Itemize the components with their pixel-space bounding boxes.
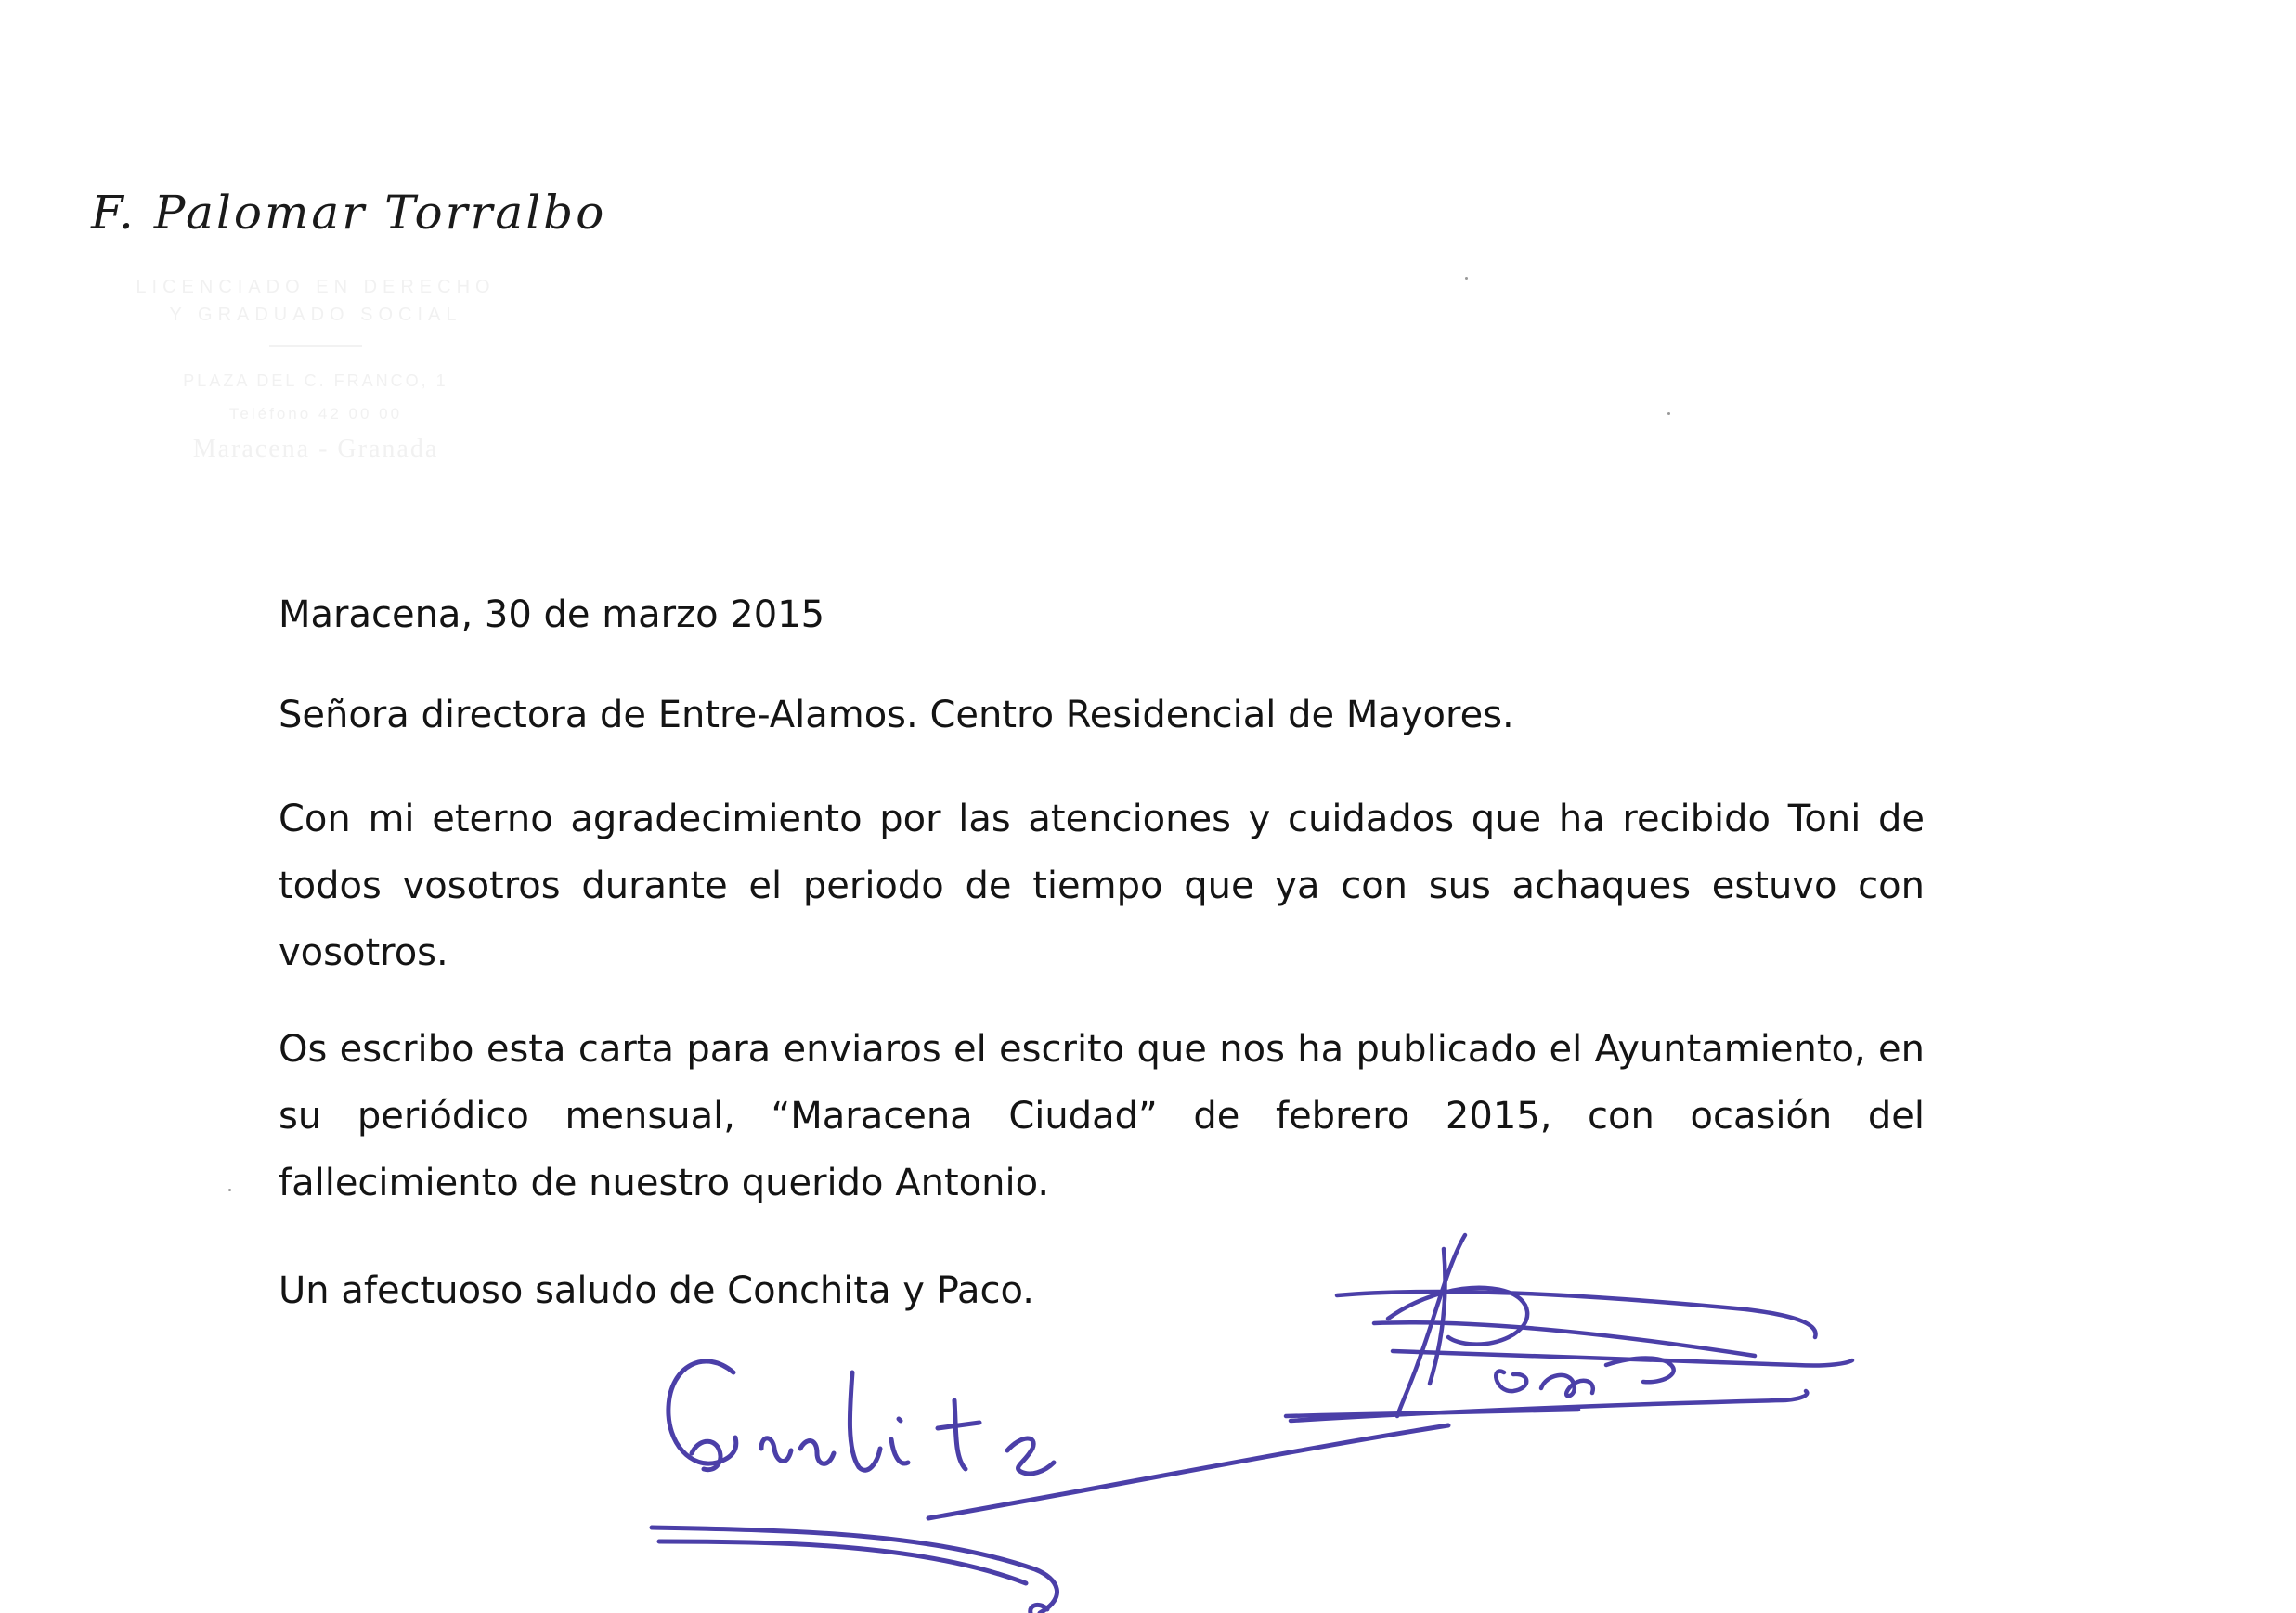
paper-speck (1667, 412, 1670, 415)
letterhead-line-profession: LICENCIADO EN DERECHO (136, 277, 496, 297)
letterhead-name: F. Palomar Torralbo (91, 186, 607, 240)
letter-date: Maracena, 30 de marzo 2015 (279, 593, 825, 636)
paper-speck (1465, 277, 1468, 280)
paper-speck (228, 1189, 231, 1191)
letter-paragraph-1: Con mi eterno agradecimiento por las atenciones y cuidados que ha recibido Toni de todos vosotros durante el periodo de tiempo que ya con sus achaques estuvo con vosotros. (279, 798, 1925, 974)
letterhead-line-phone: Teléfono 42 00 00 (228, 405, 403, 423)
letterhead-line-city: Maracena - Granada (192, 435, 439, 463)
letter-salutation: Señora directora de Entre-Alamos. Centro Residencial de Mayores. (279, 694, 1514, 736)
letter-paragraph-2: Os escribo esta carta para enviaros el escrito que nos ha publicado el Ayuntamiento, en su periódico mensual, “Maracena Ciudad” de febrero 2015, con ocasión del fallecimiento de nuestro querido Antonio. (279, 1028, 1925, 1204)
letterhead-line-address: PLAZA DEL C. FRANCO, 1 (183, 371, 448, 390)
letter-closing: Un afectuoso saludo de Conchita y Paco. (279, 1269, 1035, 1312)
letterhead-line-profession-2: Y GRADUADO SOCIAL (169, 305, 462, 325)
letterhead-divider (269, 345, 362, 347)
signature-conchita (652, 1361, 1448, 1613)
